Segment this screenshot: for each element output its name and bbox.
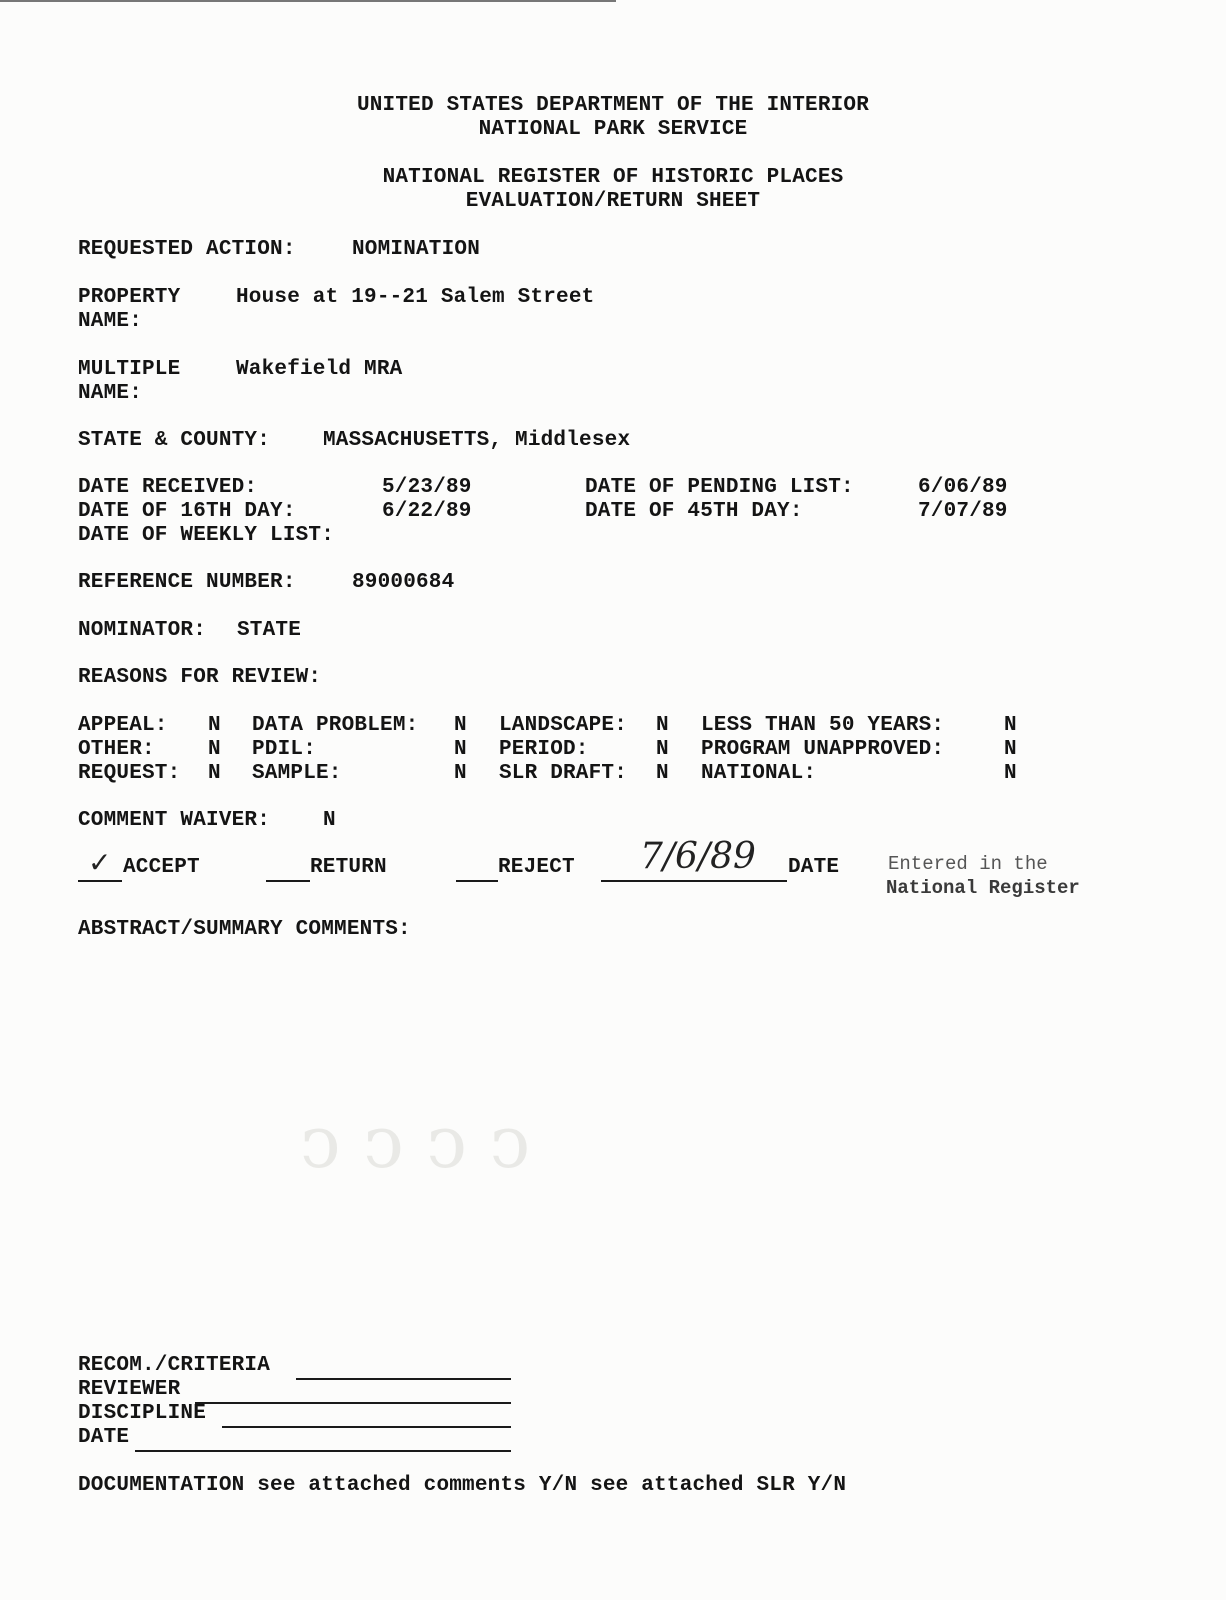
header-sheet-title: EVALUATION/RETURN SHEET bbox=[465, 190, 761, 213]
multiple-name-label: NAME: bbox=[78, 382, 143, 405]
header-register: NATIONAL REGISTER OF HISTORIC PLACES bbox=[382, 166, 844, 189]
reason-sample-value: N bbox=[454, 762, 467, 785]
date-received-value: 5/23/89 bbox=[382, 476, 472, 499]
return-blank[interactable] bbox=[266, 880, 310, 882]
reason-slr-draft-label: SLR DRAFT: bbox=[499, 762, 628, 785]
decision-date-label: DATE bbox=[788, 856, 840, 879]
reason-pdil-label: PDIL: bbox=[252, 738, 317, 761]
bleed-through-marks: ↄ ↄ ↄ ↄ bbox=[300, 1100, 530, 1184]
reference-number-label: REFERENCE NUMBER: bbox=[78, 571, 296, 594]
reviewer-line[interactable] bbox=[195, 1402, 511, 1404]
date-received-label: DATE RECEIVED: bbox=[78, 476, 258, 499]
reason-national-value: N bbox=[1004, 762, 1017, 785]
reason-other-value: N bbox=[208, 738, 221, 761]
stamp-national-register-line: National Register bbox=[886, 877, 1080, 899]
nominator-label: NOMINATOR: bbox=[78, 619, 207, 642]
reference-number-value: 89000684 bbox=[352, 571, 455, 594]
date-16th-value: 6/22/89 bbox=[382, 500, 472, 523]
property-name-label: NAME: bbox=[78, 310, 143, 333]
requested-action-label: REQUESTED ACTION: bbox=[78, 238, 296, 261]
reason-slr-draft-value: N bbox=[656, 762, 669, 785]
reason-data-problem-value: N bbox=[454, 714, 467, 737]
date-pending-value: 6/06/89 bbox=[918, 476, 1008, 499]
reason-pdil-value: N bbox=[454, 738, 467, 761]
header-agency: NATIONAL PARK SERVICE bbox=[478, 118, 748, 141]
property-name-value: House at 19--21 Salem Street bbox=[236, 286, 595, 309]
header-department: UNITED STATES DEPARTMENT OF THE INTERIOR bbox=[356, 94, 870, 117]
reason-program-unapproved-label: PROGRAM UNAPPROVED: bbox=[701, 738, 945, 761]
date-45th-label: DATE OF 45TH DAY: bbox=[585, 500, 803, 523]
reason-landscape-value: N bbox=[656, 714, 669, 737]
reason-data-problem-label: DATA PROBLEM: bbox=[252, 714, 419, 737]
return-label: RETURN bbox=[310, 856, 387, 879]
handwritten-decision-date: 7/6/89 bbox=[640, 836, 756, 877]
reject-label: REJECT bbox=[498, 856, 575, 879]
reason-appeal-value: N bbox=[208, 714, 221, 737]
accept-blank[interactable] bbox=[78, 880, 122, 882]
reason-period-label: PERIOD: bbox=[499, 738, 589, 761]
comment-waiver-value: N bbox=[323, 809, 336, 832]
date-weekly-label: DATE OF WEEKLY LIST: bbox=[78, 524, 335, 547]
review-date-label: DATE bbox=[78, 1426, 130, 1449]
accept-label: ACCEPT bbox=[123, 856, 200, 879]
discipline-line[interactable] bbox=[222, 1426, 511, 1428]
property-label: PROPERTY bbox=[78, 286, 181, 309]
recom-criteria-label: RECOM./CRITERIA bbox=[78, 1354, 271, 1377]
comment-waiver-label: COMMENT WAIVER: bbox=[78, 809, 271, 832]
state-county-value: MASSACHUSETTS, Middlesex bbox=[323, 429, 631, 452]
reject-blank[interactable] bbox=[456, 880, 498, 882]
nominator-value: STATE bbox=[237, 619, 302, 642]
reason-sample-label: SAMPLE: bbox=[252, 762, 342, 785]
decision-date-blank[interactable] bbox=[601, 880, 787, 882]
abstract-summary-label: ABSTRACT/SUMMARY COMMENTS: bbox=[78, 918, 411, 941]
date-16th-label: DATE OF 16TH DAY: bbox=[78, 500, 296, 523]
date-pending-label: DATE OF PENDING LIST: bbox=[585, 476, 854, 499]
reason-program-unapproved-value: N bbox=[1004, 738, 1017, 761]
reason-less-than-50-value: N bbox=[1004, 714, 1017, 737]
documentation-line: DOCUMENTATION see attached comments Y/N see attached SLR Y/N bbox=[78, 1474, 847, 1497]
reasons-for-review-label: REASONS FOR REVIEW: bbox=[78, 666, 322, 689]
reason-period-value: N bbox=[656, 738, 669, 761]
date-45th-value: 7/07/89 bbox=[918, 500, 1008, 523]
scan-edge-line bbox=[0, 0, 616, 2]
reason-other-label: OTHER: bbox=[78, 738, 155, 761]
reviewer-label: REVIEWER bbox=[78, 1378, 181, 1401]
discipline-label: DISCIPLINE bbox=[78, 1402, 207, 1425]
accept-check-mark: ✓ bbox=[88, 846, 112, 879]
state-county-label: STATE & COUNTY: bbox=[78, 429, 271, 452]
recom-criteria-line[interactable] bbox=[296, 1378, 511, 1380]
reason-appeal-label: APPEAL: bbox=[78, 714, 168, 737]
stamp-entered-line: Entered in the bbox=[888, 853, 1048, 875]
reason-request-label: REQUEST: bbox=[78, 762, 181, 785]
requested-action-value: NOMINATION bbox=[352, 238, 481, 261]
reason-national-label: NATIONAL: bbox=[701, 762, 817, 785]
reason-request-value: N bbox=[208, 762, 221, 785]
reason-less-than-50-label: LESS THAN 50 YEARS: bbox=[701, 714, 945, 737]
multiple-label: MULTIPLE bbox=[78, 358, 181, 381]
review-date-line[interactable] bbox=[135, 1450, 511, 1452]
multiple-name-value: Wakefield MRA bbox=[236, 358, 403, 381]
reason-landscape-label: LANDSCAPE: bbox=[499, 714, 628, 737]
